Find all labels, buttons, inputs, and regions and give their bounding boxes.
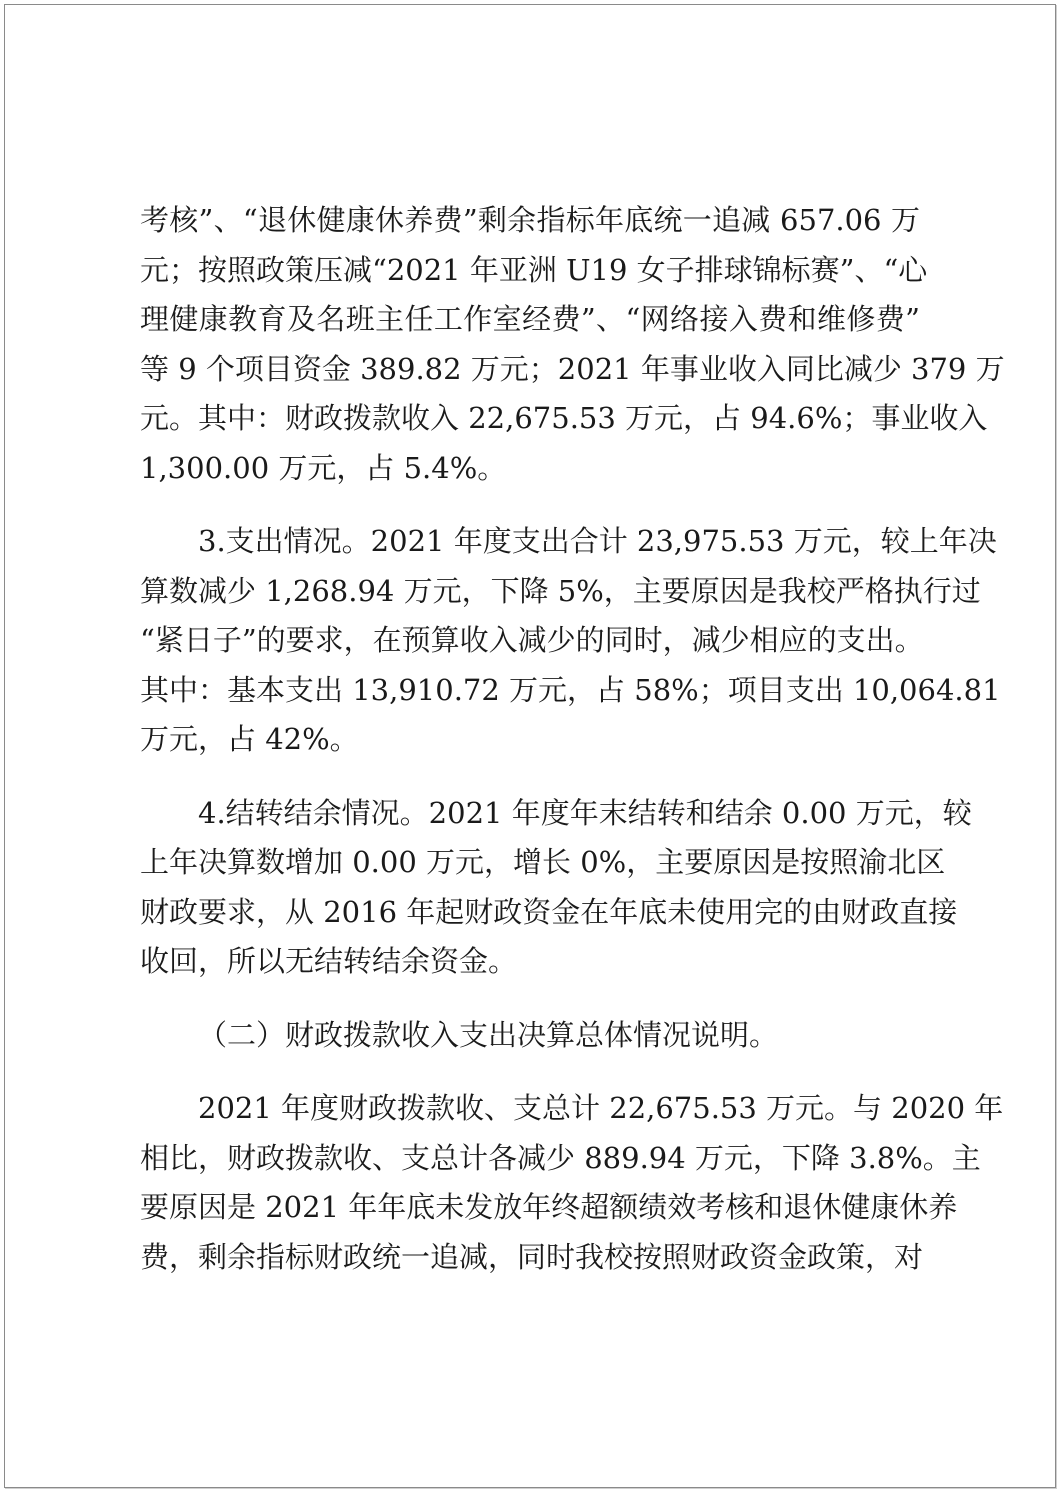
text-line: 等 9 个项目资金 389.82 万元；2021 年事业收入同比减少 379 万: [140, 351, 1005, 386]
text-line: 要原因是 2021 年年底未发放年终超额绩效考核和退休健康休养: [140, 1190, 958, 1224]
text-line: “紧日子”的要求，在预算收入减少的同时，减少相应的支出。: [140, 623, 924, 657]
paragraph-gap: [140, 493, 920, 517]
text-line: 上年决算数增加 0.00 万元，增长 0%，主要原因是按照渝北区: [140, 845, 946, 879]
text-line: 相比，财政拨款收、支总计各减少 889.94 万元，下降 3.8%。主: [140, 1140, 981, 1175]
text-line: 万元，占 42%。: [140, 722, 359, 756]
section-heading: （二）财政拨款收入支出决算总体情况说明。: [198, 1017, 779, 1052]
paragraph-gap: [140, 765, 920, 789]
text-line: 2021 年度财政拨款收、支总计 22,675.53 万元。与 2020 年: [198, 1091, 1004, 1125]
paragraph-expenditure: [140, 517, 1001, 765]
text-line: 元；按照政策压减“2021 年亚洲 U19 女子排球锦标赛”、“心: [140, 252, 928, 287]
document-body: [140, 196, 1005, 1282]
text-line: 考核”、“退休健康休养费”剩余指标年底统一追减 657.06 万: [140, 203, 920, 237]
text-line: 1,300.00 万元，占 5.4%。: [140, 450, 507, 485]
text-line: 财政要求，从 2016 年起财政资金在年底未使用完的由财政直接: [140, 894, 958, 929]
text-line: 理健康教育及名班主任工作室经费”、“网络接入费和维修费”: [140, 302, 920, 336]
paragraph-gap: [140, 987, 920, 1011]
paragraph-fiscal-summary: [140, 1084, 1004, 1282]
text-line: 算数减少 1,268.94 万元，下降 5%，主要原因是我校严格执行过: [140, 573, 981, 608]
paragraph-carryover: [140, 789, 972, 987]
text-line: 4.结转结余情况。2021 年度年末结转和结余 0.00 万元，较: [198, 795, 972, 830]
text-line: 元。其中：财政拨款收入 22,675.53 万元，占 94.6%；事业收入: [140, 401, 988, 435]
text-line: 费，剩余指标财政统一追减，同时我校按照财政资金政策，对: [140, 1239, 924, 1274]
text-line: 其中：基本支出 13,910.72 万元，占 58%；项目支出 10,064.81: [140, 672, 1001, 707]
text-line: 收回，所以无结转结余资金。: [140, 944, 518, 978]
paragraph-income-continued: [140, 196, 1005, 493]
text-line: 3.支出情况。2021 年度支出合计 23,975.53 万元，较上年决: [198, 524, 997, 558]
paragraph-gap: [140, 1060, 920, 1084]
